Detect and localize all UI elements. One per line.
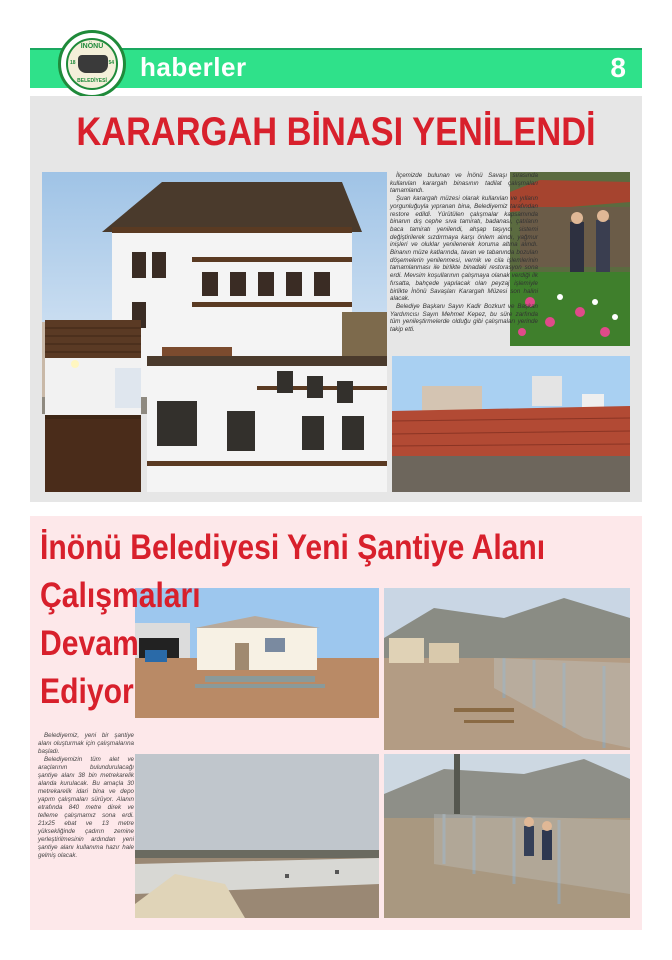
logo-year-right: 54 — [108, 60, 114, 66]
interior-illustration — [45, 320, 141, 492]
headline-line: İnönü Belediyesi Yeni Şantiye Alanı — [40, 528, 546, 567]
workers-illustration — [384, 754, 630, 918]
article-paragraph: İlçemizde bulunan ve İnönü Savaşı sırasında kullanılan karargah binasının tadilat çalışmaları tamamlandı. — [390, 172, 538, 195]
municipality-logo — [58, 30, 126, 98]
article-headline — [40, 524, 556, 716]
roof-illustration — [392, 356, 630, 492]
article-body — [38, 732, 134, 860]
article-paragraph: Belediyemiz, yeni bir şantiye alanı oluşturmak için çalışmalarına başladı. — [38, 732, 134, 755]
facade-illustration — [147, 356, 387, 492]
headline-line: Devam — [40, 624, 139, 663]
logo-year-left: 18 — [70, 60, 76, 66]
logo-figure-icon — [78, 55, 108, 73]
photo-concrete-foundation — [135, 754, 379, 918]
photo-interior-room — [45, 320, 141, 492]
article-body — [390, 172, 538, 334]
article-karargah — [30, 96, 642, 502]
logo-top-text: İNÖNÜ — [80, 43, 104, 50]
section-label: haberler — [140, 52, 247, 82]
photo-workers-fence — [384, 754, 630, 918]
article-paragraph: Şuan karargah müzesi olarak kullanılan ve yılların yorgunluğuyla yıpranan bina, Belediyemiz tarafından restore edildi. Yürütülen çalışmalar kapsamında binanın dış cephe sıva tamiratı, badanası, çatıların baca tamiratı yenilendi, ahşap taşıyıcı sistemi değiştirilerek sızdırmaya karşı önlem alındı, yağmur inişleri ve oluklar yenilenerek koruma altına alındı. Binanın müze katlarında, tavan ve tabanında bozulan döşemelerin yenilenmesi, vernik ve cila işlemlerinin tamamlanması ile birlikte binadaki restorasyon sona erdi. Mevsim koşullarının çalışmaya olanak verdiği ilk fırsatta, bahçede yapılacak olan peyzaj işlemiyle birlikte İnönü Savaşları Karargah Müzesi son halini alacak. — [390, 195, 538, 303]
page-number: 8 — [610, 52, 626, 83]
article-headline: KARARGAH BİNASI YENİLENDİ — [76, 110, 596, 154]
photo-facade-windows — [147, 356, 387, 492]
headline-line: Çalışmaları — [40, 576, 201, 615]
article-paragraph: Belediyemizin tüm alet ve araçlarının bulundurulacağı şantiye alanı 38 bin metrekarelik alanda kurulacak. Bu amaçla 30 metrekarelik idari bina ve depo yapım çalışmaları sürüyor. Alanın etrafında 840 metre direk ve telleme çalışmamız sona erdi. 21x25 ebat ve 13 metre yüksekliğinde çadırın zemine yerleştirilmesinin ardından yeni şantiye alanı kullanıma hazır hale gelmiş olacak. — [38, 756, 134, 859]
article-santiye — [30, 516, 642, 930]
logo-emblem — [66, 38, 118, 90]
article-paragraph: Belediye Başkanı Sayın Kadir Bozkurt ve Başkan Yardımcısı Sayın Mehmet Kepez, bu süre zarfında tüm yenileştirmelerde olduğu gibi çalışmaları yerinde takip etti. — [390, 302, 538, 334]
headline-line: Ediyor — [40, 672, 134, 711]
logo-bottom-text: BELEDİYESİ — [77, 78, 107, 84]
foundation-illustration — [135, 754, 379, 918]
photo-roof-tiles — [392, 356, 630, 492]
